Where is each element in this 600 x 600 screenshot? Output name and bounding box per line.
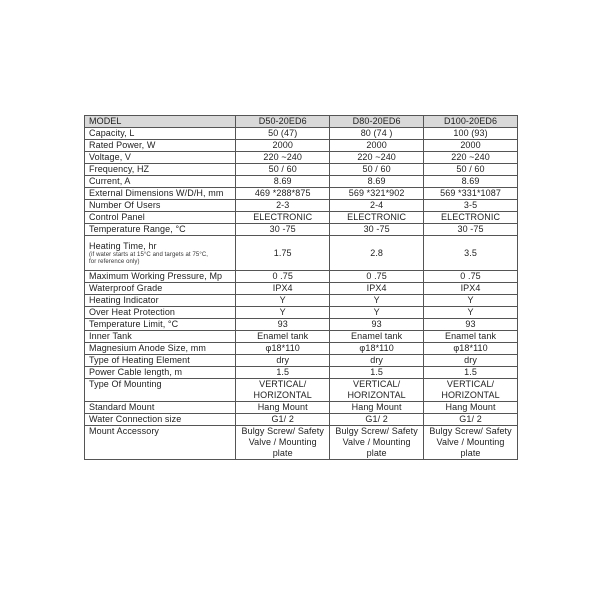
model-d100: D100-20ED6: [424, 116, 518, 128]
row-label: Rated Power, W: [85, 140, 236, 152]
table-row: [85, 176, 518, 188]
cell-value: 2.8: [330, 236, 424, 271]
cell-value: dry: [424, 355, 518, 367]
table-row: [85, 188, 518, 200]
cell-value: 569 *321*902: [330, 188, 424, 200]
table-row-heating-time: [85, 236, 518, 271]
row-label: Inner Tank: [85, 331, 236, 343]
table-row: [85, 200, 518, 212]
cell-value: IPX4: [330, 283, 424, 295]
cell-value: Y: [236, 295, 330, 307]
cell-value: Y: [424, 295, 518, 307]
cell-value: 93: [424, 319, 518, 331]
cell-value: G1/ 2: [424, 414, 518, 426]
cell-value-accessory: [236, 426, 330, 460]
table-row: [85, 307, 518, 319]
cell-value: Hang Mount: [330, 402, 424, 414]
row-label: Capacity, L: [85, 128, 236, 140]
table-row: [85, 343, 518, 355]
cell-value-mounting: [236, 379, 330, 402]
cell-value: 50 (47): [236, 128, 330, 140]
row-label: Type of Heating Element: [85, 355, 236, 367]
table-row: [85, 140, 518, 152]
cell-value: 220 ~240: [236, 152, 330, 164]
cell-value: 93: [236, 319, 330, 331]
mounting-line-2: HORIZONTAL: [347, 390, 406, 400]
cell-value: 0 .75: [236, 271, 330, 283]
cell-value: 1.5: [236, 367, 330, 379]
cell-value: 50 / 60: [236, 164, 330, 176]
mounting-line-1: VERTICAL/: [353, 379, 401, 389]
cell-value: IPX4: [424, 283, 518, 295]
cell-value: 3.5: [424, 236, 518, 271]
table-row: [85, 295, 518, 307]
cell-value: G1/ 2: [330, 414, 424, 426]
cell-value: φ18*110: [424, 343, 518, 355]
cell-value: 220 ~240: [424, 152, 518, 164]
row-label: Voltage, V: [85, 152, 236, 164]
cell-value: IPX4: [236, 283, 330, 295]
accessory-line-3: plate: [366, 448, 387, 458]
mounting-line-1: VERTICAL/: [446, 379, 495, 389]
cell-value: Y: [330, 307, 424, 319]
heating-time-note-2: for reference only): [89, 258, 140, 265]
mounting-line-2: HORIZONTAL: [441, 390, 500, 400]
mounting-line-1: VERTICAL/: [259, 379, 307, 389]
row-label: Number Of Users: [85, 200, 236, 212]
row-label: External Dimensions W/D/H, mm: [85, 188, 236, 200]
row-label-heating-time: [85, 236, 236, 271]
accessory-line-1: Bulgy Screw/ Safety: [429, 426, 512, 436]
cell-value: 100 (93): [424, 128, 518, 140]
cell-value: 8.69: [424, 176, 518, 188]
cell-value: 80 (74 ): [330, 128, 424, 140]
row-label: Maximum Working Pressure, Mp: [85, 271, 236, 283]
cell-value: 2000: [330, 140, 424, 152]
cell-value: dry: [330, 355, 424, 367]
heating-time-note-1: (if water starts at 15°C and targets at 75°C,: [89, 251, 209, 258]
cell-value: 50 / 60: [424, 164, 518, 176]
cell-value: 2-3: [236, 200, 330, 212]
cell-value: 8.69: [236, 176, 330, 188]
cell-value-accessory: [330, 426, 424, 460]
cell-value: 1.75: [236, 236, 330, 271]
table-row: [85, 283, 518, 295]
cell-value: 50 / 60: [330, 164, 424, 176]
row-label: Frequency, HZ: [85, 164, 236, 176]
cell-value: G1/ 2: [236, 414, 330, 426]
row-label: Temperature Limit, °C: [85, 319, 236, 331]
cell-value: Hang Mount: [236, 402, 330, 414]
heating-time-label: Heating Time, hr: [89, 240, 157, 251]
table-header-row: [85, 116, 518, 128]
row-label: Heating Indicator: [85, 295, 236, 307]
cell-value: 1.5: [330, 367, 424, 379]
table-row-mounting: [85, 379, 518, 402]
accessory-line-3: plate: [460, 448, 481, 458]
cell-value: dry: [236, 355, 330, 367]
model-d80: D80-20ED6: [330, 116, 424, 128]
header-label: MODEL: [85, 116, 236, 128]
row-label: Control Panel: [85, 212, 236, 224]
cell-value: 30 -75: [236, 224, 330, 236]
row-label: Temperature Range, °C: [85, 224, 236, 236]
cell-value: Enamel tank: [424, 331, 518, 343]
cell-value: ELECTRONIC: [424, 212, 518, 224]
cell-value: Enamel tank: [330, 331, 424, 343]
row-label: Power Cable length, m: [85, 367, 236, 379]
row-label: Current, A: [85, 176, 236, 188]
cell-value-mounting: [424, 379, 518, 402]
row-label: Mount Accessory: [85, 426, 236, 460]
table-row: [85, 402, 518, 414]
row-label: Magnesium Anode Size, mm: [85, 343, 236, 355]
model-d50: D50-20ED6: [236, 116, 330, 128]
row-label: Over Heat Protection: [85, 307, 236, 319]
table-row: [85, 355, 518, 367]
cell-value: Y: [424, 307, 518, 319]
table-row: [85, 367, 518, 379]
accessory-line-3: plate: [272, 448, 293, 458]
cell-value: 569 *331*1087: [424, 188, 518, 200]
cell-value: 2000: [236, 140, 330, 152]
row-label: Water Connection size: [85, 414, 236, 426]
cell-value: 30 -75: [330, 224, 424, 236]
accessory-line-2: Valve / Mounting: [342, 437, 411, 447]
cell-value: ELECTRONIC: [330, 212, 424, 224]
cell-value: 30 -75: [424, 224, 518, 236]
table-row: [85, 271, 518, 283]
mounting-line-2: HORIZONTAL: [253, 390, 312, 400]
cell-value: 8.69: [330, 176, 424, 188]
table-row-accessory: [85, 426, 518, 460]
table-row: [85, 331, 518, 343]
cell-value: 3-5: [424, 200, 518, 212]
table-row: [85, 164, 518, 176]
accessory-line-2: Valve / Mounting: [248, 437, 317, 447]
cell-value: ELECTRONIC: [236, 212, 330, 224]
cell-value: Y: [330, 295, 424, 307]
spec-table: [84, 115, 518, 460]
table-row: [85, 224, 518, 236]
cell-value: 2000: [424, 140, 518, 152]
table-row: [85, 212, 518, 224]
cell-value: φ18*110: [330, 343, 424, 355]
cell-value: 1.5: [424, 367, 518, 379]
cell-value-accessory: [424, 426, 518, 460]
cell-value: 2-4: [330, 200, 424, 212]
cell-value: Hang Mount: [424, 402, 518, 414]
cell-value: Y: [236, 307, 330, 319]
cell-value: 0 .75: [330, 271, 424, 283]
table-row: [85, 152, 518, 164]
table-row: [85, 128, 518, 140]
cell-value: 93: [330, 319, 424, 331]
cell-value: Enamel tank: [236, 331, 330, 343]
row-label: Standard Mount: [85, 402, 236, 414]
accessory-line-2: Valve / Mounting: [436, 437, 505, 447]
table-row: [85, 319, 518, 331]
cell-value-mounting: [330, 379, 424, 402]
accessory-line-1: Bulgy Screw/ Safety: [335, 426, 418, 436]
row-label: Type Of Mounting: [85, 379, 236, 402]
row-label: Waterproof Grade: [85, 283, 236, 295]
table-row: [85, 414, 518, 426]
cell-value: 469 *288*875: [236, 188, 330, 200]
cell-value: φ18*110: [236, 343, 330, 355]
cell-value: 0 .75: [424, 271, 518, 283]
accessory-line-1: Bulgy Screw/ Safety: [241, 426, 324, 436]
cell-value: 220 ~240: [330, 152, 424, 164]
